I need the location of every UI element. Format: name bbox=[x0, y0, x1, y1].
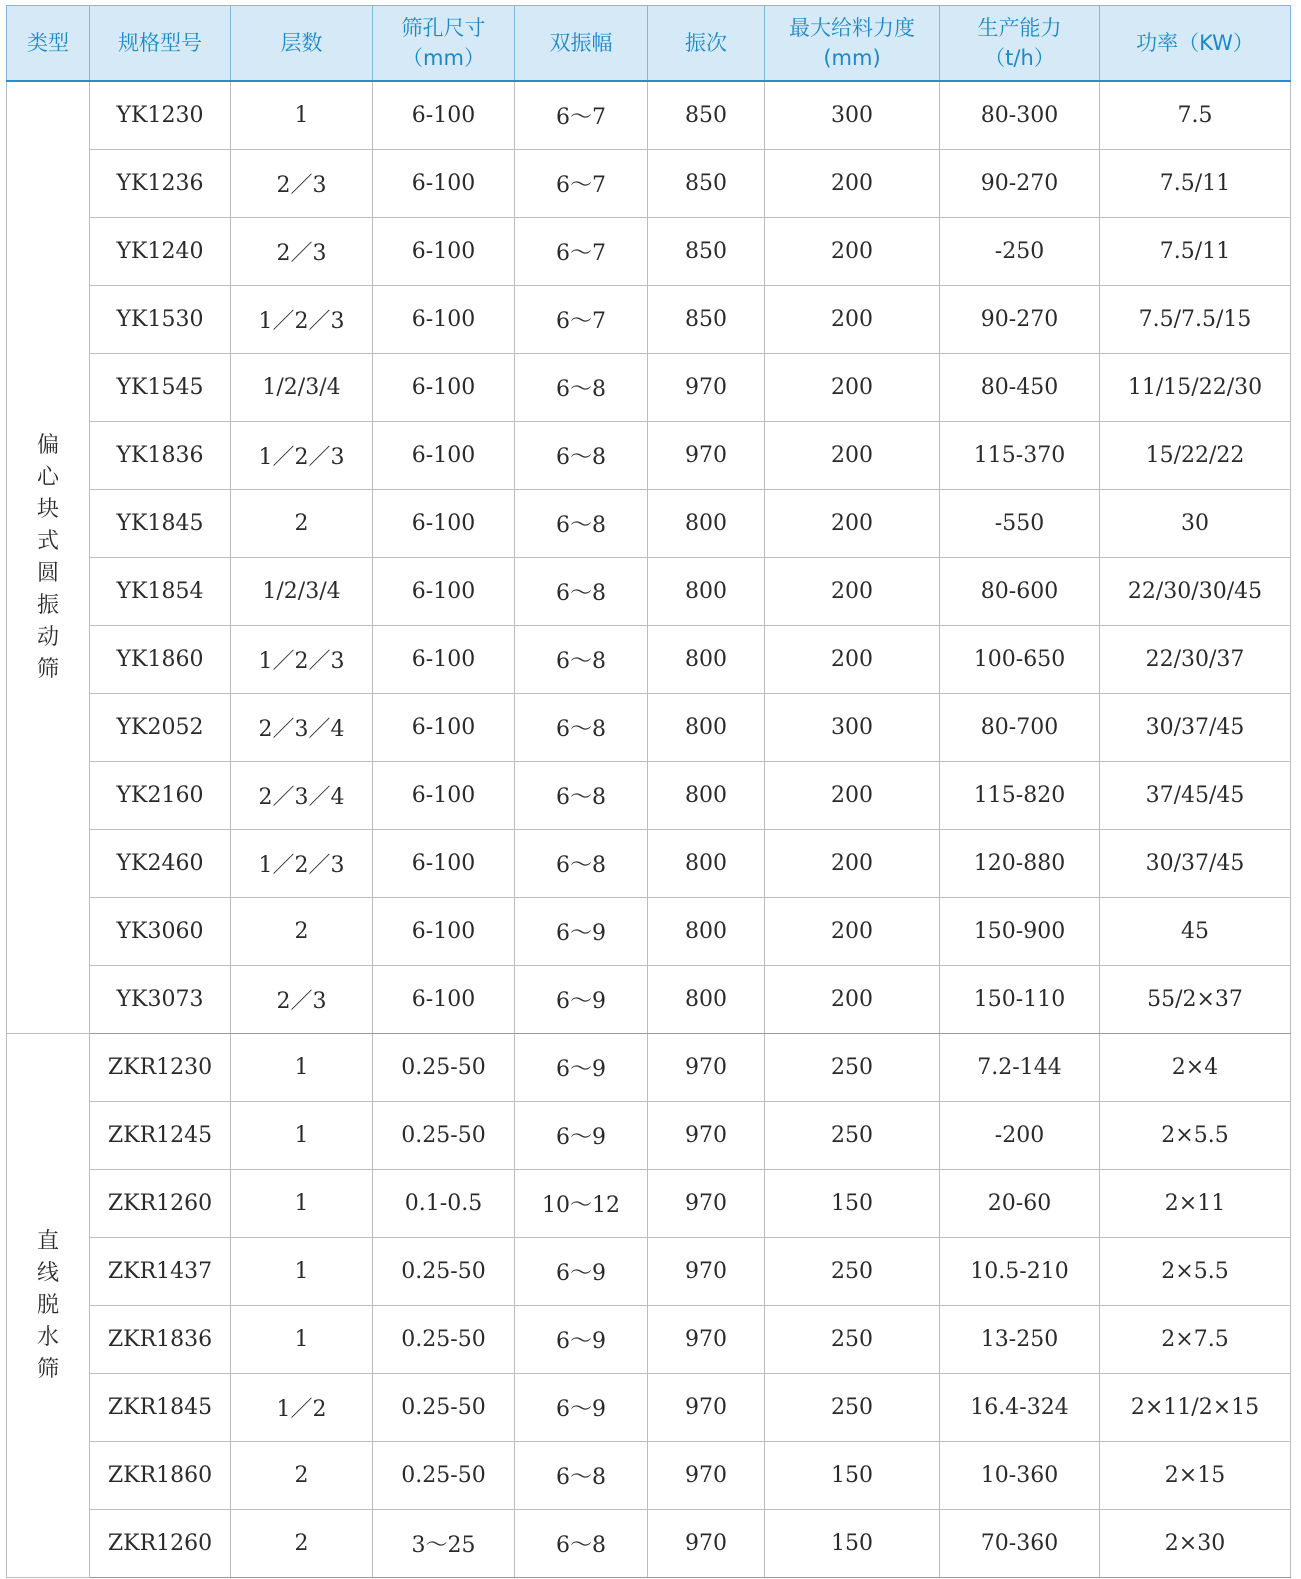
layers-cell: 2／3 bbox=[231, 966, 373, 1034]
power-cell: 2×11 bbox=[1100, 1170, 1291, 1238]
max-feed-cell: 200 bbox=[765, 490, 940, 558]
amplitude-cell: 6～8 bbox=[515, 830, 648, 898]
max-feed-cell: 300 bbox=[765, 694, 940, 762]
max-feed-cell: 250 bbox=[765, 1374, 940, 1442]
model-cell: YK1836 bbox=[90, 422, 231, 490]
layers-cell: 1／2／3 bbox=[231, 626, 373, 694]
table-row bbox=[7, 762, 1291, 830]
frequency-cell: 800 bbox=[648, 830, 765, 898]
table-row bbox=[7, 422, 1291, 490]
capacity-cell: 90-270 bbox=[940, 286, 1100, 354]
power-cell: 11/15/22/30 bbox=[1100, 354, 1291, 422]
power-cell: 2×15 bbox=[1100, 1442, 1291, 1510]
layers-cell: 2 bbox=[231, 1442, 373, 1510]
max-feed-cell: 200 bbox=[765, 558, 940, 626]
header-double-amplitude: 双振幅 bbox=[515, 6, 648, 82]
header-mesh-size: 筛孔尺寸 （mm） bbox=[373, 6, 515, 82]
table-row bbox=[7, 354, 1291, 422]
max-feed-cell: 200 bbox=[765, 626, 940, 694]
table-row bbox=[7, 966, 1291, 1034]
model-cell: ZKR1260 bbox=[90, 1170, 231, 1238]
power-cell: 37/45/45 bbox=[1100, 762, 1291, 830]
model-cell: YK2460 bbox=[90, 830, 231, 898]
table-row bbox=[7, 150, 1291, 218]
mesh-size-cell: 3～25 bbox=[373, 1510, 515, 1578]
capacity-cell: -250 bbox=[940, 218, 1100, 286]
group-type-cell bbox=[7, 81, 90, 1034]
model-cell: YK1845 bbox=[90, 490, 231, 558]
mesh-size-cell: 6-100 bbox=[373, 150, 515, 218]
model-cell: YK1545 bbox=[90, 354, 231, 422]
table-row bbox=[7, 1170, 1291, 1238]
capacity-cell: 80-700 bbox=[940, 694, 1100, 762]
mesh-size-cell: 0.25-50 bbox=[373, 1034, 515, 1102]
model-cell: YK1530 bbox=[90, 286, 231, 354]
capacity-cell: 20-60 bbox=[940, 1170, 1100, 1238]
frequency-cell: 970 bbox=[648, 422, 765, 490]
header-power: 功率（KW） bbox=[1100, 6, 1291, 82]
capacity-cell: 16.4-324 bbox=[940, 1374, 1100, 1442]
layers-cell: 1 bbox=[231, 1306, 373, 1374]
max-feed-cell: 200 bbox=[765, 286, 940, 354]
model-cell: YK3060 bbox=[90, 898, 231, 966]
max-feed-cell: 200 bbox=[765, 830, 940, 898]
power-cell: 30 bbox=[1100, 490, 1291, 558]
header-row bbox=[7, 6, 1291, 82]
power-cell: 22/30/37 bbox=[1100, 626, 1291, 694]
power-cell: 7.5 bbox=[1100, 81, 1291, 150]
amplitude-cell: 6～8 bbox=[515, 1442, 648, 1510]
layers-cell: 2／3 bbox=[231, 150, 373, 218]
group-type-label: 偏 心 块 式 圆 振 动 筛 bbox=[36, 432, 59, 682]
max-feed-cell: 200 bbox=[765, 150, 940, 218]
capacity-cell: 10.5-210 bbox=[940, 1238, 1100, 1306]
mesh-size-cell: 6-100 bbox=[373, 422, 515, 490]
header-max-feed-size: 最大给料力度 (mm) bbox=[765, 6, 940, 82]
amplitude-cell: 6～9 bbox=[515, 1306, 648, 1374]
table-row bbox=[7, 694, 1291, 762]
amplitude-cell: 6～8 bbox=[515, 694, 648, 762]
mesh-size-cell: 6-100 bbox=[373, 558, 515, 626]
header-type: 类型 bbox=[7, 6, 90, 82]
power-cell: 7.5/11 bbox=[1100, 218, 1291, 286]
amplitude-cell: 6～8 bbox=[515, 354, 648, 422]
capacity-cell: 10-360 bbox=[940, 1442, 1100, 1510]
model-cell: ZKR1845 bbox=[90, 1374, 231, 1442]
frequency-cell: 850 bbox=[648, 286, 765, 354]
table-row bbox=[7, 1034, 1291, 1102]
table-row bbox=[7, 218, 1291, 286]
amplitude-cell: 6～8 bbox=[515, 626, 648, 694]
capacity-cell: 80-300 bbox=[940, 81, 1100, 150]
model-cell: ZKR1860 bbox=[90, 1442, 231, 1510]
capacity-cell: 150-900 bbox=[940, 898, 1100, 966]
mesh-size-cell: 6-100 bbox=[373, 898, 515, 966]
layers-cell: 1 bbox=[231, 1102, 373, 1170]
capacity-cell: 100-650 bbox=[940, 626, 1100, 694]
frequency-cell: 970 bbox=[648, 1510, 765, 1578]
max-feed-cell: 200 bbox=[765, 898, 940, 966]
layers-cell: 1／2／3 bbox=[231, 422, 373, 490]
amplitude-cell: 6～9 bbox=[515, 898, 648, 966]
amplitude-cell: 6～7 bbox=[515, 150, 648, 218]
table-row bbox=[7, 1102, 1291, 1170]
table-row bbox=[7, 1510, 1291, 1578]
mesh-size-cell: 6-100 bbox=[373, 490, 515, 558]
amplitude-cell: 6～9 bbox=[515, 1238, 648, 1306]
layers-cell: 1/2/3/4 bbox=[231, 558, 373, 626]
power-cell: 45 bbox=[1100, 898, 1291, 966]
frequency-cell: 800 bbox=[648, 626, 765, 694]
header-model: 规格型号 bbox=[90, 6, 231, 82]
spec-table bbox=[6, 5, 1291, 1578]
power-cell: 2×11/2×15 bbox=[1100, 1374, 1291, 1442]
layers-cell: 1 bbox=[231, 81, 373, 150]
amplitude-cell: 10～12 bbox=[515, 1170, 648, 1238]
power-cell: 2×7.5 bbox=[1100, 1306, 1291, 1374]
capacity-cell: 13-250 bbox=[940, 1306, 1100, 1374]
amplitude-cell: 6～9 bbox=[515, 966, 648, 1034]
table-row bbox=[7, 626, 1291, 694]
power-cell: 22/30/30/45 bbox=[1100, 558, 1291, 626]
model-cell: ZKR1836 bbox=[90, 1306, 231, 1374]
amplitude-cell: 6～8 bbox=[515, 490, 648, 558]
max-feed-cell: 250 bbox=[765, 1102, 940, 1170]
capacity-cell: -550 bbox=[940, 490, 1100, 558]
mesh-size-cell: 6-100 bbox=[373, 966, 515, 1034]
spec-table-container bbox=[6, 5, 1291, 1578]
amplitude-cell: 6～9 bbox=[515, 1374, 648, 1442]
layers-cell: 2／3 bbox=[231, 218, 373, 286]
capacity-cell: 115-820 bbox=[940, 762, 1100, 830]
max-feed-cell: 200 bbox=[765, 218, 940, 286]
power-cell: 2×5.5 bbox=[1100, 1102, 1291, 1170]
mesh-size-cell: 6-100 bbox=[373, 762, 515, 830]
capacity-cell: -200 bbox=[940, 1102, 1100, 1170]
model-cell: YK2160 bbox=[90, 762, 231, 830]
mesh-size-cell: 6-100 bbox=[373, 218, 515, 286]
table-row bbox=[7, 1442, 1291, 1510]
frequency-cell: 850 bbox=[648, 150, 765, 218]
max-feed-cell: 150 bbox=[765, 1442, 940, 1510]
capacity-cell: 150-110 bbox=[940, 966, 1100, 1034]
model-cell: YK1854 bbox=[90, 558, 231, 626]
capacity-cell: 7.2-144 bbox=[940, 1034, 1100, 1102]
mesh-size-cell: 6-100 bbox=[373, 354, 515, 422]
amplitude-cell: 6～8 bbox=[515, 1510, 648, 1578]
model-cell: ZKR1437 bbox=[90, 1238, 231, 1306]
table-row bbox=[7, 558, 1291, 626]
power-cell: 2×5.5 bbox=[1100, 1238, 1291, 1306]
table-row bbox=[7, 286, 1291, 354]
header-frequency: 振次 bbox=[648, 6, 765, 82]
mesh-size-cell: 0.25-50 bbox=[373, 1306, 515, 1374]
frequency-cell: 850 bbox=[648, 81, 765, 150]
table-row bbox=[7, 490, 1291, 558]
frequency-cell: 800 bbox=[648, 762, 765, 830]
layers-cell: 2 bbox=[231, 898, 373, 966]
power-cell: 7.5/7.5/15 bbox=[1100, 286, 1291, 354]
layers-cell: 1 bbox=[231, 1034, 373, 1102]
model-cell: ZKR1230 bbox=[90, 1034, 231, 1102]
power-cell: 2×4 bbox=[1100, 1034, 1291, 1102]
mesh-size-cell: 6-100 bbox=[373, 830, 515, 898]
table-row bbox=[7, 1374, 1291, 1442]
amplitude-cell: 6～8 bbox=[515, 422, 648, 490]
amplitude-cell: 6～9 bbox=[515, 1102, 648, 1170]
model-cell: YK1236 bbox=[90, 150, 231, 218]
max-feed-cell: 150 bbox=[765, 1170, 940, 1238]
frequency-cell: 970 bbox=[648, 1238, 765, 1306]
layers-cell: 1／2 bbox=[231, 1374, 373, 1442]
capacity-cell: 90-270 bbox=[940, 150, 1100, 218]
capacity-cell: 115-370 bbox=[940, 422, 1100, 490]
model-cell: ZKR1260 bbox=[90, 1510, 231, 1578]
layers-cell: 2 bbox=[231, 490, 373, 558]
power-cell: 55/2×37 bbox=[1100, 966, 1291, 1034]
mesh-size-cell: 0.25-50 bbox=[373, 1374, 515, 1442]
model-cell: YK3073 bbox=[90, 966, 231, 1034]
frequency-cell: 970 bbox=[648, 1306, 765, 1374]
model-cell: YK2052 bbox=[90, 694, 231, 762]
frequency-cell: 970 bbox=[648, 1170, 765, 1238]
amplitude-cell: 6～7 bbox=[515, 81, 648, 150]
model-cell: ZKR1245 bbox=[90, 1102, 231, 1170]
layers-cell: 1 bbox=[231, 1238, 373, 1306]
frequency-cell: 970 bbox=[648, 1102, 765, 1170]
amplitude-cell: 6～7 bbox=[515, 218, 648, 286]
table-row bbox=[7, 1306, 1291, 1374]
frequency-cell: 970 bbox=[648, 1374, 765, 1442]
table-row bbox=[7, 898, 1291, 966]
frequency-cell: 800 bbox=[648, 966, 765, 1034]
power-cell: 15/22/22 bbox=[1100, 422, 1291, 490]
table-row bbox=[7, 81, 1291, 150]
frequency-cell: 850 bbox=[648, 218, 765, 286]
amplitude-cell: 6～9 bbox=[515, 1034, 648, 1102]
frequency-cell: 800 bbox=[648, 898, 765, 966]
model-cell: YK1860 bbox=[90, 626, 231, 694]
table-row bbox=[7, 830, 1291, 898]
layers-cell: 2／3／4 bbox=[231, 694, 373, 762]
max-feed-cell: 200 bbox=[765, 762, 940, 830]
frequency-cell: 970 bbox=[648, 1034, 765, 1102]
power-cell: 7.5/11 bbox=[1100, 150, 1291, 218]
mesh-size-cell: 6-100 bbox=[373, 286, 515, 354]
layers-cell: 2 bbox=[231, 1510, 373, 1578]
group-type-cell bbox=[7, 1034, 90, 1578]
model-cell: YK1240 bbox=[90, 218, 231, 286]
mesh-size-cell: 6-100 bbox=[373, 626, 515, 694]
max-feed-cell: 250 bbox=[765, 1306, 940, 1374]
header-layers: 层数 bbox=[231, 6, 373, 82]
layers-cell: 1/2/3/4 bbox=[231, 354, 373, 422]
max-feed-cell: 200 bbox=[765, 354, 940, 422]
max-feed-cell: 150 bbox=[765, 1510, 940, 1578]
header-capacity: 生产能力 （t/h） bbox=[940, 6, 1100, 82]
capacity-cell: 120-880 bbox=[940, 830, 1100, 898]
frequency-cell: 800 bbox=[648, 558, 765, 626]
max-feed-cell: 200 bbox=[765, 966, 940, 1034]
frequency-cell: 970 bbox=[648, 354, 765, 422]
power-cell: 2×30 bbox=[1100, 1510, 1291, 1578]
amplitude-cell: 6～7 bbox=[515, 286, 648, 354]
max-feed-cell: 250 bbox=[765, 1238, 940, 1306]
group-type-label: 直 线 脱 水 筛 bbox=[36, 1228, 59, 1382]
power-cell: 30/37/45 bbox=[1100, 694, 1291, 762]
frequency-cell: 970 bbox=[648, 1442, 765, 1510]
model-cell: YK1230 bbox=[90, 81, 231, 150]
mesh-size-cell: 6-100 bbox=[373, 694, 515, 762]
max-feed-cell: 250 bbox=[765, 1034, 940, 1102]
capacity-cell: 80-450 bbox=[940, 354, 1100, 422]
layers-cell: 1 bbox=[231, 1170, 373, 1238]
max-feed-cell: 200 bbox=[765, 422, 940, 490]
spec-table-body bbox=[7, 81, 1291, 1578]
frequency-cell: 800 bbox=[648, 694, 765, 762]
max-feed-cell: 300 bbox=[765, 81, 940, 150]
layers-cell: 1／2／3 bbox=[231, 830, 373, 898]
table-row bbox=[7, 1238, 1291, 1306]
layers-cell: 2／3／4 bbox=[231, 762, 373, 830]
mesh-size-cell: 0.25-50 bbox=[373, 1238, 515, 1306]
mesh-size-cell: 6-100 bbox=[373, 81, 515, 150]
mesh-size-cell: 0.1-0.5 bbox=[373, 1170, 515, 1238]
amplitude-cell: 6～8 bbox=[515, 762, 648, 830]
frequency-cell: 800 bbox=[648, 490, 765, 558]
amplitude-cell: 6～8 bbox=[515, 558, 648, 626]
power-cell: 30/37/45 bbox=[1100, 830, 1291, 898]
layers-cell: 1／2／3 bbox=[231, 286, 373, 354]
capacity-cell: 80-600 bbox=[940, 558, 1100, 626]
mesh-size-cell: 0.25-50 bbox=[373, 1442, 515, 1510]
capacity-cell: 70-360 bbox=[940, 1510, 1100, 1578]
mesh-size-cell: 0.25-50 bbox=[373, 1102, 515, 1170]
